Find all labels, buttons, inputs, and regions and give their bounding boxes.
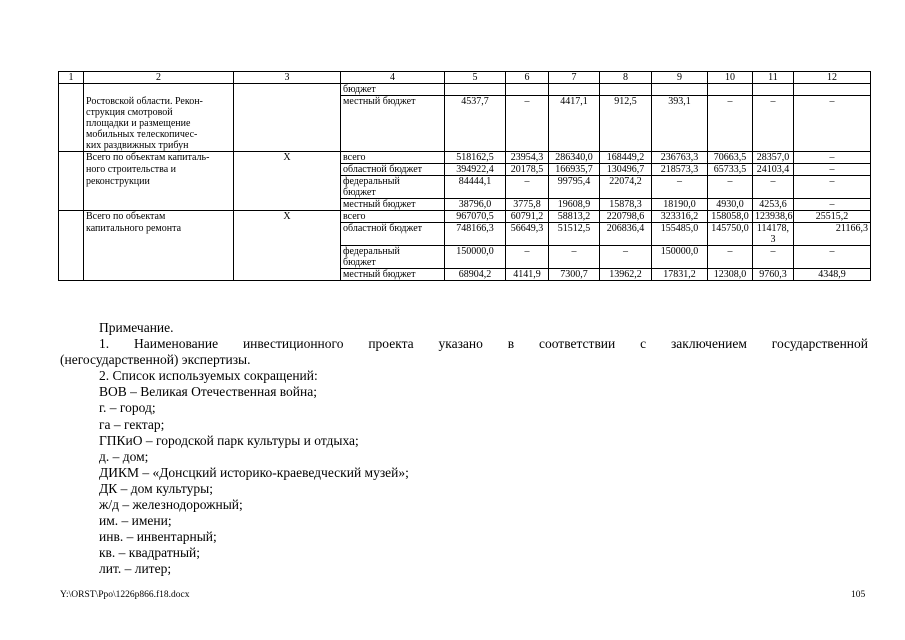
marker-cell: X bbox=[234, 211, 341, 223]
table-row bbox=[59, 84, 871, 96]
value-cell: 4417,1 bbox=[549, 96, 600, 108]
value-cell: 4141,9 bbox=[506, 269, 549, 281]
abbreviation-item: кв. – квадратный; bbox=[99, 545, 200, 561]
value-cell bbox=[445, 140, 506, 152]
value-cell: 394922,4 bbox=[445, 164, 506, 176]
value-cell: 4930,0 bbox=[708, 199, 753, 211]
row-number-cell bbox=[59, 199, 84, 211]
table-row bbox=[59, 152, 871, 164]
value-cell: 4348,9 bbox=[794, 269, 871, 281]
value-cell bbox=[506, 129, 549, 140]
value-cell: 25515,2 bbox=[794, 211, 871, 223]
value-cell: 7300,7 bbox=[549, 269, 600, 281]
project-name-cell: капитального ремонта bbox=[84, 223, 234, 235]
value-cell: 4253,6 bbox=[753, 199, 794, 211]
abbreviation-item: г. – город; bbox=[99, 400, 156, 416]
value-cell: – bbox=[794, 164, 871, 176]
row-number-cell bbox=[59, 234, 84, 246]
funding-source-cell: федеральный bbox=[341, 176, 445, 188]
value-cell bbox=[549, 84, 600, 96]
value-cell: – bbox=[652, 176, 708, 188]
value-cell bbox=[600, 140, 652, 152]
value-cell: 518162,5 bbox=[445, 152, 506, 164]
value-cell bbox=[506, 107, 549, 118]
abbreviation-item: инв. – инвентарный; bbox=[99, 529, 217, 545]
table-row bbox=[59, 223, 871, 235]
value-cell: 4537,7 bbox=[445, 96, 506, 108]
value-cell bbox=[549, 257, 600, 269]
header-cell: 7 bbox=[549, 72, 600, 84]
project-name-cell bbox=[84, 257, 234, 269]
abbreviation-item: га – гектар; bbox=[99, 416, 165, 432]
project-name-cell bbox=[84, 246, 234, 258]
value-cell bbox=[753, 118, 794, 129]
funding-source-cell bbox=[341, 140, 445, 152]
value-cell: 28357,0 bbox=[753, 152, 794, 164]
value-cell: 38796,0 bbox=[445, 199, 506, 211]
budget-table-container bbox=[58, 71, 870, 281]
notes-title: Примечание. bbox=[99, 320, 174, 335]
value-cell: – bbox=[794, 199, 871, 211]
footer-page-number: 105 bbox=[851, 590, 866, 600]
value-cell: 24103,4 bbox=[753, 164, 794, 176]
row-number-cell bbox=[59, 164, 84, 176]
value-cell: – bbox=[600, 246, 652, 258]
header-cell: 6 bbox=[506, 72, 549, 84]
value-cell bbox=[445, 257, 506, 269]
abbreviation-item: ВОВ – Великая Отечественная война; bbox=[99, 384, 317, 400]
value-cell: 68904,2 bbox=[445, 269, 506, 281]
value-cell: – bbox=[549, 246, 600, 258]
project-name-cell: струкция смотровой bbox=[84, 107, 234, 118]
value-cell: 12308,0 bbox=[708, 269, 753, 281]
value-cell bbox=[708, 84, 753, 96]
value-cell: 967070,5 bbox=[445, 211, 506, 223]
value-cell: – bbox=[708, 246, 753, 258]
table-row bbox=[59, 269, 871, 281]
value-cell: 236763,3 bbox=[652, 152, 708, 164]
table-row bbox=[59, 246, 871, 258]
value-cell bbox=[652, 140, 708, 152]
row-number-cell bbox=[59, 152, 84, 164]
value-cell: 19608,9 bbox=[549, 199, 600, 211]
header-cell: 5 bbox=[445, 72, 506, 84]
funding-source-cell bbox=[341, 107, 445, 118]
value-cell bbox=[753, 187, 794, 199]
table-header-row bbox=[59, 72, 871, 84]
value-cell bbox=[445, 118, 506, 129]
value-cell bbox=[794, 118, 871, 129]
value-cell: 168449,2 bbox=[600, 152, 652, 164]
value-cell bbox=[794, 129, 871, 140]
header-cell: 12 bbox=[794, 72, 871, 84]
marker-cell bbox=[234, 223, 341, 235]
value-cell: 20178,5 bbox=[506, 164, 549, 176]
project-name-cell bbox=[84, 234, 234, 246]
project-name-cell: площадки и размещение bbox=[84, 118, 234, 129]
row-number-cell bbox=[59, 84, 84, 96]
marker-cell bbox=[234, 96, 341, 108]
value-cell: 166935,7 bbox=[549, 164, 600, 176]
row-number-cell bbox=[59, 257, 84, 269]
table-row bbox=[59, 164, 871, 176]
value-cell: 155485,0 bbox=[652, 223, 708, 235]
marker-cell bbox=[234, 107, 341, 118]
abbreviation-item: им. – имени; bbox=[99, 513, 172, 529]
value-cell bbox=[445, 107, 506, 118]
value-cell: 3 bbox=[753, 234, 794, 246]
value-cell bbox=[708, 234, 753, 246]
value-cell bbox=[652, 234, 708, 246]
value-cell: 23954,3 bbox=[506, 152, 549, 164]
value-cell: – bbox=[753, 176, 794, 188]
marker-cell bbox=[234, 187, 341, 199]
header-cell: 9 bbox=[652, 72, 708, 84]
marker-cell bbox=[234, 246, 341, 258]
marker-cell bbox=[234, 234, 341, 246]
abbreviation-item: лит. – литер; bbox=[99, 561, 172, 577]
footer-file-path: Y:\ORST\Ppo\1226p866.f18.docx bbox=[60, 590, 190, 600]
marker-cell bbox=[234, 118, 341, 129]
project-name-cell bbox=[84, 269, 234, 281]
header-cell: 3 bbox=[234, 72, 341, 84]
notes-item-2: 2. Список используемых сокращений: bbox=[99, 368, 318, 384]
value-cell: 58813,2 bbox=[549, 211, 600, 223]
value-cell: 51512,5 bbox=[549, 223, 600, 235]
notes-item-1: 1. Наименование инвестиционного проекта указано в соответствии с заключением государственной bbox=[99, 336, 868, 352]
value-cell bbox=[506, 140, 549, 152]
value-cell bbox=[549, 118, 600, 129]
funding-source-cell: местный бюджет bbox=[341, 269, 445, 281]
value-cell: 84444,1 bbox=[445, 176, 506, 188]
value-cell bbox=[794, 107, 871, 118]
value-cell: 218573,3 bbox=[652, 164, 708, 176]
project-name-cell: мобильных телескопичес- bbox=[84, 129, 234, 140]
funding-source-cell: всего bbox=[341, 211, 445, 223]
table-row bbox=[59, 257, 871, 269]
value-cell: – bbox=[708, 176, 753, 188]
value-cell: 145750,0 bbox=[708, 223, 753, 235]
value-cell: – bbox=[506, 176, 549, 188]
row-number-cell bbox=[59, 140, 84, 152]
funding-source-cell bbox=[341, 234, 445, 246]
value-cell: 748166,3 bbox=[445, 223, 506, 235]
value-cell bbox=[445, 129, 506, 140]
value-cell: 99795,4 bbox=[549, 176, 600, 188]
marker-cell bbox=[234, 176, 341, 188]
project-name-cell: реконструкции bbox=[84, 176, 234, 188]
value-cell: 13962,2 bbox=[600, 269, 652, 281]
value-cell bbox=[708, 118, 753, 129]
project-name-cell: ного строительства и bbox=[84, 164, 234, 176]
abbreviation-item: ГПКиО – городской парк культуры и отдыха; bbox=[99, 432, 359, 448]
table-body bbox=[59, 84, 871, 281]
value-cell bbox=[549, 234, 600, 246]
marker-cell bbox=[234, 257, 341, 269]
project-name-cell bbox=[84, 187, 234, 199]
value-cell: 123938,6 bbox=[753, 211, 794, 223]
project-name-cell: Ростовской области. Рекон- bbox=[84, 96, 234, 108]
value-cell bbox=[794, 84, 871, 96]
value-cell: 150000,0 bbox=[652, 246, 708, 258]
funding-source-cell: бюджет bbox=[341, 257, 445, 269]
funding-source-cell: областной бюджет bbox=[341, 164, 445, 176]
funding-source-cell bbox=[341, 129, 445, 140]
header-cell: 2 bbox=[84, 72, 234, 84]
value-cell: 393,1 bbox=[652, 96, 708, 108]
abbreviation-item: ДИКМ – «Донсцкий историко-краеведческий музей»; bbox=[99, 464, 409, 480]
funding-source-cell: бюджет bbox=[341, 187, 445, 199]
table-row bbox=[59, 96, 871, 108]
value-cell bbox=[753, 84, 794, 96]
value-cell bbox=[794, 257, 871, 269]
funding-source-cell: местный бюджет bbox=[341, 199, 445, 211]
marker-cell bbox=[234, 199, 341, 211]
value-cell bbox=[652, 187, 708, 199]
project-name-cell: Всего по объектам bbox=[84, 211, 234, 223]
budget-table bbox=[58, 71, 871, 281]
value-cell bbox=[652, 118, 708, 129]
value-cell bbox=[506, 257, 549, 269]
row-number-cell bbox=[59, 118, 84, 129]
marker-cell bbox=[234, 129, 341, 140]
row-number-cell bbox=[59, 269, 84, 281]
header-cell: 11 bbox=[753, 72, 794, 84]
value-cell bbox=[445, 234, 506, 246]
value-cell: 22074,2 bbox=[600, 176, 652, 188]
value-cell bbox=[506, 234, 549, 246]
value-cell: 130496,7 bbox=[600, 164, 652, 176]
value-cell: – bbox=[753, 96, 794, 108]
value-cell: 56649,3 bbox=[506, 223, 549, 235]
value-cell: 150000,0 bbox=[445, 246, 506, 258]
funding-source-cell: областной бюджет bbox=[341, 223, 445, 235]
row-number-cell bbox=[59, 246, 84, 258]
table-row bbox=[59, 140, 871, 152]
notes-item-1-cont: (негосударственной) экспертизы. bbox=[60, 352, 251, 368]
row-number-cell bbox=[59, 211, 84, 223]
table-row bbox=[59, 118, 871, 129]
marker-cell bbox=[234, 164, 341, 176]
value-cell bbox=[600, 118, 652, 129]
value-cell: – bbox=[506, 96, 549, 108]
abbreviation-item: ж/д – железнодорожный; bbox=[99, 497, 243, 513]
value-cell bbox=[600, 234, 652, 246]
value-cell: 17831,2 bbox=[652, 269, 708, 281]
value-cell bbox=[708, 129, 753, 140]
value-cell bbox=[549, 107, 600, 118]
value-cell: – bbox=[753, 246, 794, 258]
table-row bbox=[59, 234, 871, 246]
value-cell bbox=[549, 129, 600, 140]
value-cell: – bbox=[794, 96, 871, 108]
value-cell bbox=[753, 140, 794, 152]
value-cell: – bbox=[708, 96, 753, 108]
row-number-cell bbox=[59, 107, 84, 118]
project-name-cell: Всего по объектам капиталь- bbox=[84, 152, 234, 164]
value-cell bbox=[708, 107, 753, 118]
value-cell: 3775,8 bbox=[506, 199, 549, 211]
value-cell bbox=[794, 187, 871, 199]
value-cell bbox=[708, 140, 753, 152]
funding-source-cell: местный бюджет bbox=[341, 96, 445, 108]
marker-cell: X bbox=[234, 152, 341, 164]
value-cell: 15878,3 bbox=[600, 199, 652, 211]
funding-source-cell: федеральный bbox=[341, 246, 445, 258]
value-cell: – bbox=[794, 176, 871, 188]
value-cell bbox=[506, 84, 549, 96]
value-cell bbox=[753, 257, 794, 269]
value-cell bbox=[753, 129, 794, 140]
value-cell bbox=[506, 118, 549, 129]
row-number-cell bbox=[59, 223, 84, 235]
row-number-cell bbox=[59, 176, 84, 188]
value-cell bbox=[600, 129, 652, 140]
value-cell: 60791,2 bbox=[506, 211, 549, 223]
table-row bbox=[59, 129, 871, 140]
value-cell: 912,5 bbox=[600, 96, 652, 108]
notes-section bbox=[60, 320, 868, 578]
value-cell bbox=[794, 140, 871, 152]
value-cell: 286340,0 bbox=[549, 152, 600, 164]
abbreviation-item: ДК – дом культуры; bbox=[99, 480, 213, 496]
value-cell: 158058,0 bbox=[708, 211, 753, 223]
header-cell: 1 bbox=[59, 72, 84, 84]
value-cell bbox=[708, 187, 753, 199]
value-cell: – bbox=[506, 246, 549, 258]
marker-cell bbox=[234, 140, 341, 152]
table-row bbox=[59, 107, 871, 118]
header-cell: 8 bbox=[600, 72, 652, 84]
value-cell: 70663,5 bbox=[708, 152, 753, 164]
row-number-cell bbox=[59, 96, 84, 108]
project-name-cell: ких раздвижных трибун bbox=[84, 140, 234, 152]
row-number-cell bbox=[59, 187, 84, 199]
marker-cell bbox=[234, 269, 341, 281]
abbreviation-list bbox=[60, 384, 868, 577]
value-cell bbox=[652, 257, 708, 269]
header-cell: 10 bbox=[708, 72, 753, 84]
value-cell: – bbox=[794, 152, 871, 164]
value-cell bbox=[549, 140, 600, 152]
table-row bbox=[59, 199, 871, 211]
abbreviation-item: д. – дом; bbox=[99, 448, 149, 464]
project-name-cell bbox=[84, 199, 234, 211]
marker-cell bbox=[234, 84, 341, 96]
value-cell bbox=[600, 187, 652, 199]
funding-source-cell bbox=[341, 118, 445, 129]
value-cell bbox=[652, 129, 708, 140]
funding-source-cell: всего bbox=[341, 152, 445, 164]
value-cell bbox=[445, 187, 506, 199]
value-cell: 323316,2 bbox=[652, 211, 708, 223]
value-cell bbox=[652, 84, 708, 96]
value-cell bbox=[652, 107, 708, 118]
project-name-cell bbox=[84, 84, 234, 96]
value-cell: 206836,4 bbox=[600, 223, 652, 235]
value-cell bbox=[753, 107, 794, 118]
value-cell bbox=[600, 107, 652, 118]
value-cell: 220798,6 bbox=[600, 211, 652, 223]
value-cell bbox=[600, 257, 652, 269]
table-row bbox=[59, 176, 871, 188]
value-cell bbox=[549, 187, 600, 199]
table-row bbox=[59, 211, 871, 223]
table-row bbox=[59, 187, 871, 199]
value-cell bbox=[445, 84, 506, 96]
value-cell bbox=[506, 187, 549, 199]
value-cell bbox=[794, 234, 871, 246]
row-number-cell bbox=[59, 129, 84, 140]
value-cell: 9760,3 bbox=[753, 269, 794, 281]
value-cell: 21166,3 bbox=[794, 223, 871, 235]
value-cell: – bbox=[794, 246, 871, 258]
value-cell bbox=[600, 84, 652, 96]
value-cell: 114178, bbox=[753, 223, 794, 235]
value-cell bbox=[708, 257, 753, 269]
funding-source-cell: бюджет bbox=[341, 84, 445, 96]
header-cell: 4 bbox=[341, 72, 445, 84]
value-cell: 65733,5 bbox=[708, 164, 753, 176]
value-cell: 18190,0 bbox=[652, 199, 708, 211]
